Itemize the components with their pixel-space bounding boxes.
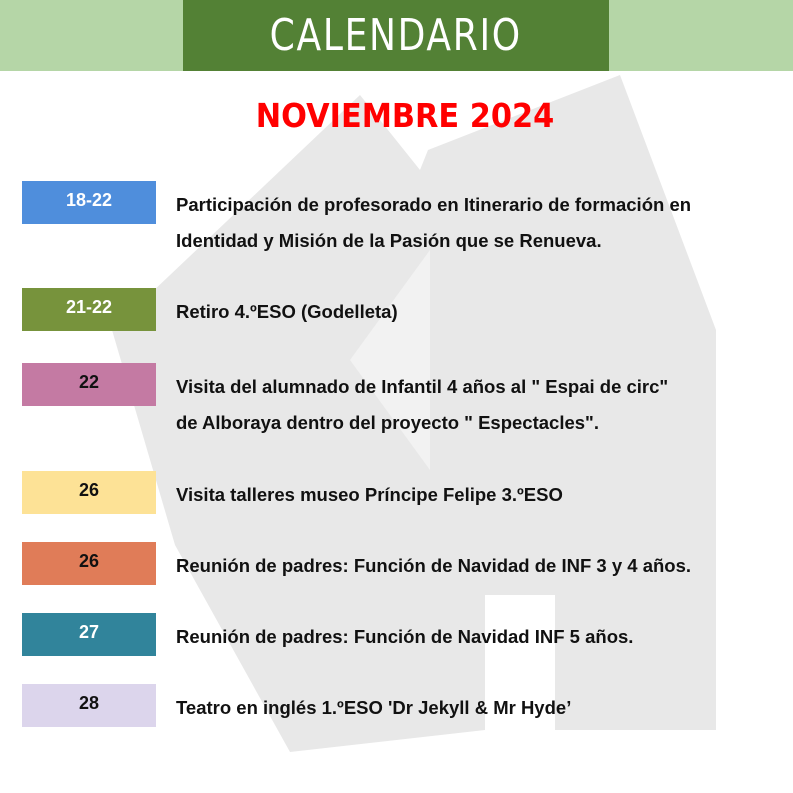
event-date-badge: 26 — [22, 471, 156, 514]
event-date-badge: 21-22 — [22, 288, 156, 331]
event-date-badge: 27 — [22, 613, 156, 656]
page-title: CALENDARIO — [269, 10, 523, 61]
event-date-badge: 26 — [22, 542, 156, 585]
event-date-badge: 28 — [22, 684, 156, 727]
event-date-badge: 18-22 — [22, 181, 156, 224]
event-date-badge: 22 — [22, 363, 156, 406]
event-description: Visita talleres museo Príncipe Felipe 3.ºESO — [176, 484, 563, 505]
event-description: Reunión de padres: Función de Navidad INF 5 años. — [176, 626, 634, 647]
header-title-box — [183, 0, 609, 71]
event-description: Teatro en inglés 1.ºESO 'Dr Jekyll & Mr Hyde’ — [176, 697, 572, 718]
event-description: Participación de profesorado en Itinerario de formación en Identidad y Misión de la Pasión que se Renueva. — [176, 194, 692, 251]
event-description: Reunión de padres: Función de Navidad de INF 3 y 4 años. — [176, 555, 692, 576]
event-description: Retiro 4.ºESO (Godelleta) — [176, 301, 398, 322]
event-description: Visita del alumnado de Infantil 4 años al " Espai de circ" de Alboraya dentro del proyecto " Espectacles". — [176, 376, 669, 433]
month-title: NOVIEMBRE 2024 — [255, 96, 555, 135]
